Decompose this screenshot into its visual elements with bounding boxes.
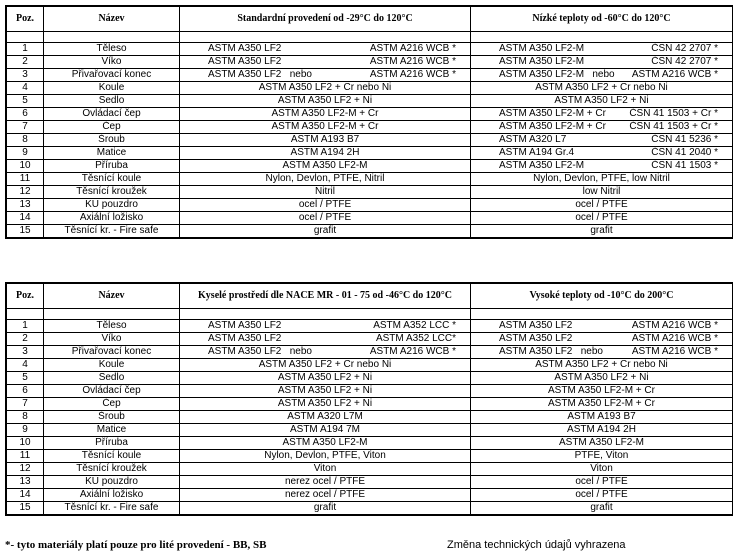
table-row: [7, 147, 733, 160]
row-part-name: Čep: [44, 398, 180, 411]
table-row: [7, 173, 733, 186]
material-alt-value: ASTM A216 WCB *: [631, 333, 718, 344]
material-col-2: [471, 43, 733, 56]
material-alt-value: ČSN 41 2040 *: [651, 147, 718, 158]
header-nazev: Název: [44, 284, 180, 309]
table-row: [7, 212, 733, 225]
table-row: [7, 320, 733, 333]
row-position: 8: [7, 411, 44, 424]
material-col-1: grafit: [180, 502, 471, 515]
table-row: [7, 186, 733, 199]
row-position: 6: [7, 108, 44, 121]
material-col-2: [471, 320, 733, 333]
material-col-2: [471, 108, 733, 121]
material-col-1: Nylon, Devlon, PTFE, Viton: [180, 450, 471, 463]
material-value: ASTM A350 LF2-M: [499, 56, 585, 67]
table-row: [7, 450, 733, 463]
material-col-1: grafit: [180, 225, 471, 238]
row-position: 12: [7, 463, 44, 476]
material-value: ASTM A350 LF2 nebo: [208, 69, 312, 80]
row-position: 7: [7, 398, 44, 411]
header-low-temp: Nízké teploty od -60°C do 120°C: [471, 7, 733, 32]
row-position: 13: [7, 199, 44, 212]
row-part-name: Přivařovací konec: [44, 346, 180, 359]
table-row: [7, 398, 733, 411]
material-col-2: [471, 121, 733, 134]
table-row: [7, 463, 733, 476]
material-col-1: Nitril: [180, 186, 471, 199]
header-poz: Poz.: [7, 284, 44, 309]
material-col-1: nerez ocel / PTFE: [180, 476, 471, 489]
material-col-2: ocel / PTFE: [471, 199, 733, 212]
material-col-2: ASTM A350 LF2-M + Cr: [471, 398, 733, 411]
material-col-2: ASTM A194 2H: [471, 424, 733, 437]
row-part-name: Těsnící kroužek: [44, 463, 180, 476]
row-position: 3: [7, 69, 44, 82]
material-col-2: ocel / PTFE: [471, 489, 733, 502]
row-position: 14: [7, 212, 44, 225]
row-part-name: Ovládací čep: [44, 108, 180, 121]
material-col-2: [471, 147, 733, 160]
material-col-1: ASTM A350 LF2-M: [180, 437, 471, 450]
row-position: 2: [7, 56, 44, 69]
material-col-2: ASTM A350 LF2 + Cr nebo Ni: [471, 359, 733, 372]
table-row: [7, 56, 733, 69]
material-value: ASTM A350 LF2-M: [499, 160, 585, 171]
header-nace: Kyselé prostředí dle NACE MR - 01 - 75 od -46°C do 120°C: [180, 284, 471, 309]
materials-table-1: [5, 5, 733, 239]
row-part-name: Axiální ložisko: [44, 212, 180, 225]
row-position: 15: [7, 502, 44, 515]
row-position: 1: [7, 320, 44, 333]
row-part-name: Těleso: [44, 43, 180, 56]
material-col-1: [180, 69, 471, 82]
material-col-2: [471, 134, 733, 147]
row-part-name: Příruba: [44, 437, 180, 450]
material-col-1: ASTM A350 LF2 + Cr nebo Ni: [180, 82, 471, 95]
table-row: [7, 372, 733, 385]
table-row: [7, 69, 733, 82]
row-position: 9: [7, 147, 44, 160]
row-part-name: Čep: [44, 121, 180, 134]
row-part-name: Přivařovací konec: [44, 69, 180, 82]
table-row: [7, 82, 733, 95]
material-value: ASTM A350 LF2-M + Cr: [499, 108, 606, 119]
material-alt-value: ASTM A216 WCB *: [631, 320, 718, 331]
material-col-2: [471, 333, 733, 346]
table-row: [7, 225, 733, 238]
material-col-1: ocel / PTFE: [180, 212, 471, 225]
row-position: 13: [7, 476, 44, 489]
row-position: 12: [7, 186, 44, 199]
material-col-1: ASTM A350 LF2 + Ni: [180, 95, 471, 108]
row-part-name: KU pouzdro: [44, 476, 180, 489]
row-part-name: Příruba: [44, 160, 180, 173]
material-alt-value: ČSN 42 2707 *: [651, 43, 718, 54]
table-row: [7, 346, 733, 359]
material-col-1: [180, 320, 471, 333]
material-col-2: grafit: [471, 225, 733, 238]
material-col-1: ASTM A350 LF2 + Ni: [180, 372, 471, 385]
material-alt-value: ASTM A216 WCB *: [369, 69, 456, 80]
material-value: ASTM A350 LF2: [499, 320, 573, 331]
row-position: 14: [7, 489, 44, 502]
material-col-2: ASTM A350 LF2 + Ni: [471, 95, 733, 108]
material-col-1: ASTM A350 LF2 + Cr nebo Ni: [180, 359, 471, 372]
material-value: ASTM A350 LF2-M nebo: [499, 69, 615, 80]
row-part-name: Koule: [44, 359, 180, 372]
material-alt-value: ČSN 41 1503 *: [651, 160, 718, 171]
material-col-1: [180, 346, 471, 359]
material-col-1: ASTM A350 LF2-M: [180, 160, 471, 173]
table-row: [7, 160, 733, 173]
material-alt-value: ASTM A352 LCC *: [373, 320, 456, 331]
material-col-2: [471, 160, 733, 173]
material-value: ASTM A194 Gr.4: [499, 147, 575, 158]
material-alt-value: ASTM A216 WCB *: [369, 43, 456, 54]
header-poz: Poz.: [7, 7, 44, 32]
table-row: [7, 385, 733, 398]
table-row: [7, 411, 733, 424]
table-row: [7, 199, 733, 212]
material-value: ASTM A350 LF2: [208, 56, 282, 67]
table-row: [7, 95, 733, 108]
row-part-name: KU pouzdro: [44, 199, 180, 212]
material-col-2: ocel / PTFE: [471, 476, 733, 489]
header-standard: Standardní provedení od -29°C do 120°C: [180, 7, 471, 32]
material-col-2: Nylon, Devlon, PTFE, low Nitril: [471, 173, 733, 186]
material-alt-value: ČSN 41 1503 + Cr *: [629, 108, 718, 119]
material-alt-value: ČSN 41 5236 *: [651, 134, 718, 145]
material-alt-value: ČSN 41 1503 + Cr *: [629, 121, 718, 132]
material-col-1: [180, 56, 471, 69]
material-col-1: ASTM A194 7M: [180, 424, 471, 437]
material-alt-value: ASTM A216 WCB *: [369, 56, 456, 67]
material-col-1: ASTM A350 LF2 + Ni: [180, 385, 471, 398]
row-part-name: Těsnící kroužek: [44, 186, 180, 199]
row-position: 1: [7, 43, 44, 56]
row-part-name: Těleso: [44, 320, 180, 333]
row-position: 6: [7, 385, 44, 398]
row-position: 8: [7, 134, 44, 147]
row-part-name: Víko: [44, 56, 180, 69]
table-row: [7, 359, 733, 372]
material-col-2: [471, 346, 733, 359]
material-col-1: ASTM A350 LF2-M + Cr: [180, 108, 471, 121]
material-col-1: Nylon, Devlon, PTFE, Nitril: [180, 173, 471, 186]
row-position: 4: [7, 82, 44, 95]
row-position: 15: [7, 225, 44, 238]
material-col-2: low Nitril: [471, 186, 733, 199]
material-value: ASTM A350 LF2 nebo: [499, 346, 603, 357]
row-position: 11: [7, 173, 44, 186]
material-col-1: ocel / PTFE: [180, 199, 471, 212]
row-part-name: Těsnící kr. - Fire safe: [44, 225, 180, 238]
material-value: ASTM A350 LF2 nebo: [208, 346, 312, 357]
row-position: 7: [7, 121, 44, 134]
row-position: 3: [7, 346, 44, 359]
material-col-1: ASTM A193 B7: [180, 134, 471, 147]
table-row: [7, 333, 733, 346]
material-col-2: ASTM A350 LF2 + Ni: [471, 372, 733, 385]
material-col-1: ASTM A350 LF2 + Ni: [180, 398, 471, 411]
row-position: 10: [7, 437, 44, 450]
table-row: [7, 502, 733, 515]
materials-table-2: [5, 282, 733, 516]
row-position: 9: [7, 424, 44, 437]
material-col-1: ASTM A320 L7M: [180, 411, 471, 424]
row-position: 5: [7, 372, 44, 385]
disclaimer: Změna technických údajů vyhrazena: [447, 539, 626, 551]
row-part-name: Sedlo: [44, 95, 180, 108]
table-row: [7, 121, 733, 134]
row-part-name: Sedlo: [44, 372, 180, 385]
material-value: ASTM A350 LF2: [499, 333, 573, 344]
material-col-1: [180, 333, 471, 346]
material-col-1: ASTM A194 2H: [180, 147, 471, 160]
row-part-name: Koule: [44, 82, 180, 95]
material-alt-value: ČSN 42 2707 *: [651, 56, 718, 67]
material-col-2: grafit: [471, 502, 733, 515]
footnote: *- tyto materiály platí pouze pro lité provedení - BB, SB: [5, 539, 267, 551]
material-col-2: ASTM A350 LF2 + Cr nebo Ni: [471, 82, 733, 95]
row-part-name: Těsnící koule: [44, 450, 180, 463]
row-part-name: Matice: [44, 424, 180, 437]
material-col-2: ASTM A350 LF2-M: [471, 437, 733, 450]
material-col-1: ASTM A350 LF2-M + Cr: [180, 121, 471, 134]
header-high-temp: Vysoké teploty od -10°C do 200°C: [471, 284, 733, 309]
material-col-2: Viton: [471, 463, 733, 476]
material-col-1: [180, 43, 471, 56]
material-col-2: ASTM A350 LF2-M + Cr: [471, 385, 733, 398]
row-position: 11: [7, 450, 44, 463]
row-part-name: Šroub: [44, 411, 180, 424]
header-nazev: Název: [44, 7, 180, 32]
material-col-2: ocel / PTFE: [471, 212, 733, 225]
material-value: ASTM A320 L7: [499, 134, 567, 145]
material-col-2: PTFE, Viton: [471, 450, 733, 463]
material-alt-value: ASTM A352 LCC*: [375, 333, 456, 344]
material-value: ASTM A350 LF2-M + Cr: [499, 121, 606, 132]
table-row: [7, 437, 733, 450]
row-part-name: Ovládací čep: [44, 385, 180, 398]
row-position: 4: [7, 359, 44, 372]
material-col-2: [471, 69, 733, 82]
material-value: ASTM A350 LF2: [208, 333, 282, 344]
table-row: [7, 424, 733, 437]
row-part-name: Víko: [44, 333, 180, 346]
material-value: ASTM A350 LF2: [208, 320, 282, 331]
row-position: 2: [7, 333, 44, 346]
table-row: [7, 43, 733, 56]
table-row: [7, 489, 733, 502]
material-alt-value: ASTM A216 WCB *: [631, 346, 718, 357]
row-position: 10: [7, 160, 44, 173]
row-part-name: Matice: [44, 147, 180, 160]
material-alt-value: ASTM A216 WCB *: [631, 69, 718, 80]
material-value: ASTM A350 LF2: [208, 43, 282, 54]
row-part-name: Šroub: [44, 134, 180, 147]
row-part-name: Těsnící kr. - Fire safe: [44, 502, 180, 515]
material-col-2: [471, 56, 733, 69]
material-col-2: ASTM A193 B7: [471, 411, 733, 424]
table-row: [7, 476, 733, 489]
row-part-name: Axiální ložisko: [44, 489, 180, 502]
table-row: [7, 134, 733, 147]
material-col-1: Viton: [180, 463, 471, 476]
row-position: 5: [7, 95, 44, 108]
table-row: [7, 108, 733, 121]
material-alt-value: ASTM A216 WCB *: [369, 346, 456, 357]
material-col-1: nerez ocel / PTFE: [180, 489, 471, 502]
material-value: ASTM A350 LF2-M: [499, 43, 585, 54]
row-part-name: Těsnící koule: [44, 173, 180, 186]
